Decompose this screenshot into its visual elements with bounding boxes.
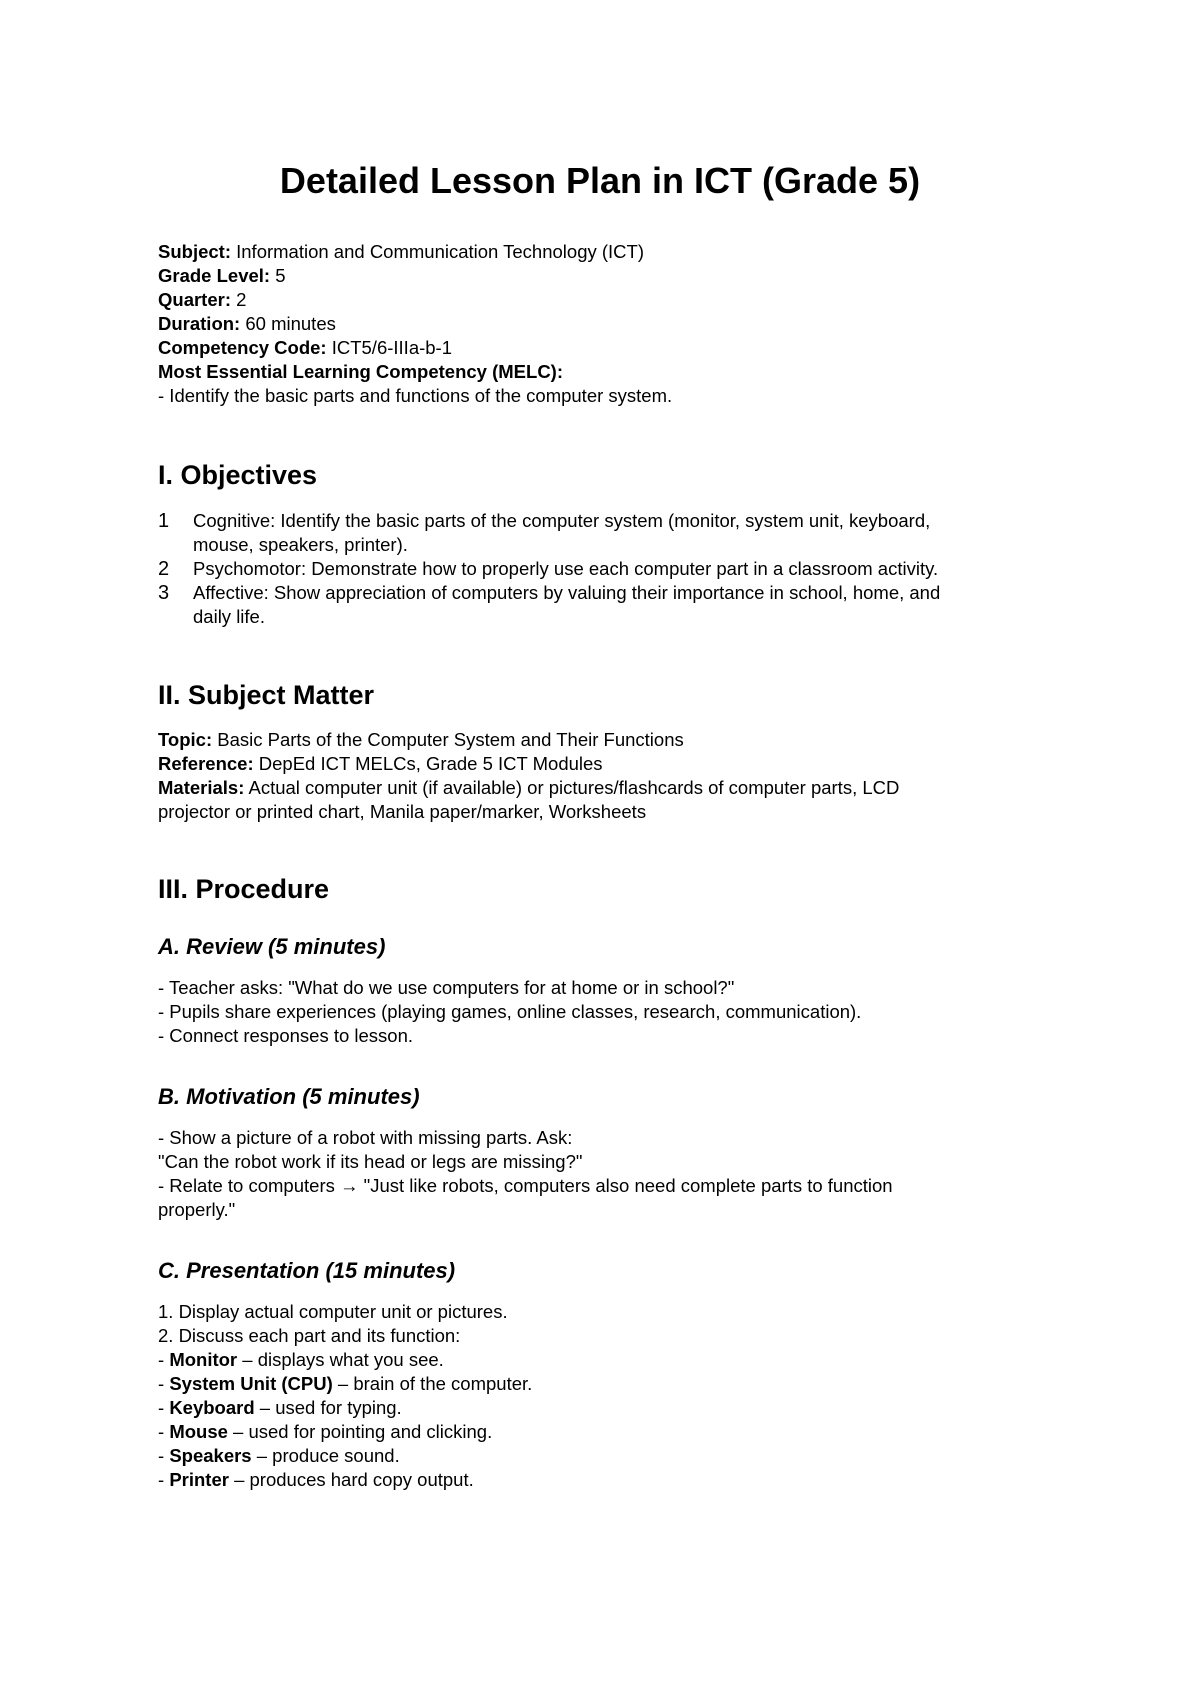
objective-text: mouse, speakers, printer). bbox=[193, 534, 408, 555]
review-line: - Pupils share experiences (playing games, online classes, research, communication). bbox=[158, 1001, 862, 1022]
part-name: Printer bbox=[169, 1469, 229, 1490]
part-desc: – produces hard copy output. bbox=[228, 1469, 474, 1490]
part-name: Monitor bbox=[169, 1349, 238, 1370]
presentation-heading: C. Presentation (15 minutes) bbox=[158, 1258, 456, 1283]
info-grade-level bbox=[158, 264, 286, 288]
subject-materials bbox=[158, 776, 899, 800]
subject-materials-value: Actual computer unit (if available) or pictures/flashcards of computer parts, LCD bbox=[244, 777, 900, 798]
subject-reference bbox=[158, 752, 603, 776]
presentation-line: 1. Display actual computer unit or pictures. bbox=[158, 1301, 508, 1322]
subject-topic bbox=[158, 728, 684, 752]
info-quarter-value: 2 bbox=[231, 289, 247, 310]
info-duration-value: 60 minutes bbox=[240, 313, 336, 334]
motivation-line: - Show a picture of a robot with missing parts. Ask: bbox=[158, 1127, 573, 1148]
part-desc: – used for typing. bbox=[254, 1397, 402, 1418]
info-competency-code-value: ICT5/6-IIIa-b-1 bbox=[326, 337, 453, 358]
part-item: - Speakers – produce sound. bbox=[158, 1445, 400, 1466]
part-desc: – produce sound. bbox=[251, 1445, 400, 1466]
motivation-line: "Can the robot work if its head or legs are missing?" bbox=[158, 1151, 583, 1172]
motivation-line: properly." bbox=[158, 1199, 236, 1220]
part-item: - Keyboard – used for typing. bbox=[158, 1397, 402, 1418]
presentation-line: 2. Discuss each part and its function: bbox=[158, 1325, 461, 1346]
info-duration bbox=[158, 312, 336, 336]
part-item: - Monitor – displays what you see. bbox=[158, 1349, 444, 1370]
part-desc: – used for pointing and clicking. bbox=[227, 1421, 493, 1442]
objective-number: 1 bbox=[158, 510, 170, 532]
part-item: - System Unit (CPU) – brain of the computer. bbox=[158, 1373, 533, 1394]
procedure-heading: III. Procedure bbox=[158, 874, 330, 904]
subject-materials-cont: projector or printed chart, Manila paper/marker, Worksheets bbox=[158, 801, 647, 822]
review-line: - Teacher asks: "What do we use computers for at home or in school?" bbox=[158, 977, 735, 998]
objective-number: 3 bbox=[158, 582, 170, 604]
subject-matter-heading: II. Subject Matter bbox=[158, 680, 375, 710]
part-desc: – brain of the computer. bbox=[332, 1373, 533, 1394]
info-competency-code-label: Competency Code: bbox=[158, 337, 327, 358]
motivation-heading: B. Motivation (5 minutes) bbox=[158, 1084, 420, 1109]
info-competency-code bbox=[158, 336, 452, 360]
subject-reference-label: Reference: bbox=[158, 753, 254, 774]
info-melc-value: - Identify the basic parts and functions of the computer system. bbox=[158, 385, 673, 406]
subject-topic-value: Basic Parts of the Computer System and Their Functions bbox=[212, 729, 684, 750]
objective-text: Cognitive: Identify the basic parts of the computer system (monitor, system unit, keyboard, bbox=[193, 510, 931, 531]
info-quarter-label: Quarter: bbox=[158, 289, 231, 310]
info-subject-value: Information and Communication Technology (ICT) bbox=[230, 241, 645, 262]
subject-reference-value: DepEd ICT MELCs, Grade 5 ICT Modules bbox=[253, 753, 603, 774]
motivation-line: - Relate to computers → "Just like robots, computers also need complete parts to function bbox=[158, 1175, 893, 1196]
part-name: Keyboard bbox=[169, 1397, 255, 1418]
subject-topic-label: Topic: bbox=[158, 729, 213, 750]
part-name: Mouse bbox=[169, 1421, 228, 1442]
part-item: - Printer – produces hard copy output. bbox=[158, 1469, 474, 1490]
part-name: System Unit (CPU) bbox=[169, 1373, 333, 1394]
objective-text: Psychomotor: Demonstrate how to properly use each computer part in a classroom activity. bbox=[193, 558, 939, 579]
info-grade-level-label: Grade Level: bbox=[158, 265, 271, 286]
info-subject-label: Subject: bbox=[158, 241, 231, 262]
review-line: - Connect responses to lesson. bbox=[158, 1025, 414, 1046]
objective-number: 2 bbox=[158, 558, 170, 580]
document-title: Detailed Lesson Plan in ICT (Grade 5) bbox=[279, 160, 921, 201]
subject-materials-label: Materials: bbox=[158, 777, 245, 798]
part-desc: – displays what you see. bbox=[237, 1349, 444, 1370]
objective-text: Affective: Show appreciation of computers by valuing their importance in school, home, and bbox=[193, 582, 941, 603]
info-quarter bbox=[158, 288, 246, 312]
info-duration-label: Duration: bbox=[158, 313, 241, 334]
info-grade-level-value: 5 bbox=[270, 265, 286, 286]
part-name: Speakers bbox=[169, 1445, 252, 1466]
info-melc-label: Most Essential Learning Competency (MELC): bbox=[158, 361, 563, 382]
objective-text: daily life. bbox=[193, 606, 265, 627]
info-subject bbox=[158, 240, 644, 264]
objectives-heading: I. Objectives bbox=[158, 460, 318, 490]
review-heading: A. Review (5 minutes) bbox=[158, 934, 386, 959]
part-item: - Mouse – used for pointing and clicking. bbox=[158, 1421, 493, 1442]
